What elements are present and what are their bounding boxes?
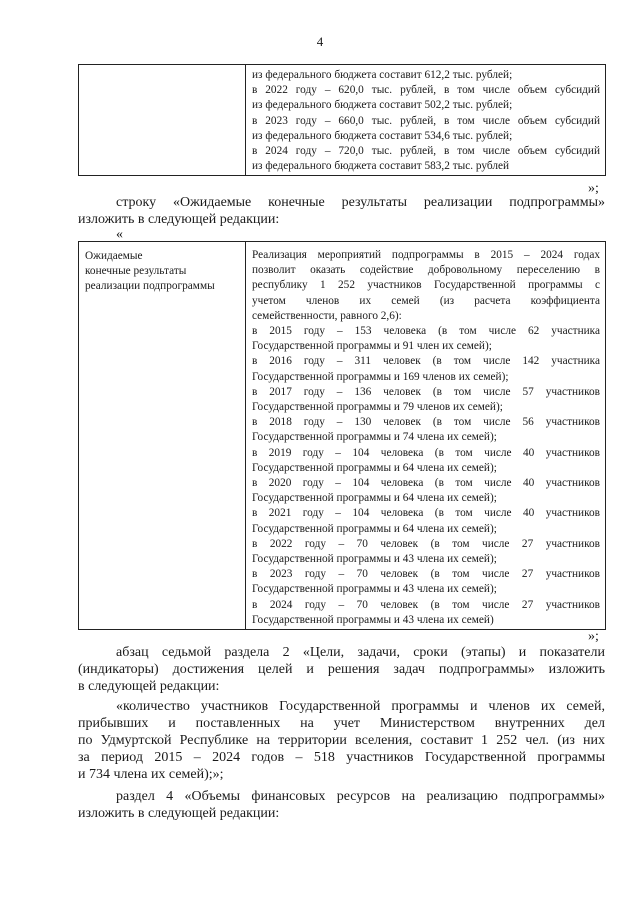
paragraph-line: абзац седьмой раздела 2 «Цели, задачи, сроки (этапы) и показатели	[116, 645, 605, 660]
table-line: Государственной программы и 43 члена их семей);	[252, 583, 497, 596]
table-line: из федерального бюджета составит 583,2 тыс. рублей	[252, 160, 510, 173]
funding-table-continuation	[78, 64, 606, 176]
paragraph-line: (индикаторы) достижения целей и решения задач подпрограммы» изложить	[78, 662, 605, 677]
label-line: Ожидаемые	[85, 250, 143, 262]
table-line: из федерального бюджета составит 612,2 тыс. рублей;	[252, 69, 513, 81]
page-number: 4	[316, 34, 324, 49]
table-line: в 2024 году – 70 человек (в том числе 27 участников	[252, 598, 600, 611]
opening-quote: «	[116, 227, 123, 242]
table-line: позволит оказать содействие добровольному переселению в	[252, 264, 600, 277]
funding-table-label-cell	[79, 65, 246, 176]
paragraph-razdel	[78, 788, 605, 822]
table-line: Государственной программы и 64 члена их семей);	[252, 461, 497, 474]
label-line: конечные результаты	[85, 265, 187, 278]
table-line: Государственной программы и 43 члена их семей);	[252, 553, 497, 566]
table-line: Государственной программы и 91 член их семей);	[252, 340, 492, 353]
table-line: в 2017 году – 136 человек (в том числе 57 участников	[252, 385, 600, 398]
table-line: Государственной программы и 64 члена их семей);	[252, 522, 497, 535]
results-table	[78, 241, 606, 630]
table-line: в 2015 году – 153 человека (в том числе 62 участника	[252, 325, 600, 338]
label-line: реализации подпрограммы	[85, 280, 215, 293]
paragraph-line: за период 2015 – 2024 годов – 518 участников Государственной программы	[78, 750, 605, 765]
table-line: в 2022 году – 620,0 тыс. рублей, в том числе объем субсидий	[252, 84, 600, 97]
paragraph-line: строку «Ожидаемые конечные результаты реализации подпрограммы»	[116, 195, 605, 210]
table-line: в 2023 году – 70 человек (в том числе 27 участников	[252, 568, 600, 581]
paragraph-line: раздел 4 «Объемы финансовых ресурсов на реализацию подпрограммы»	[116, 789, 605, 804]
table-line: в 2020 году – 104 человека (в том числе 40 участников	[252, 477, 600, 490]
table-line: из федерального бюджета составит 502,2 тыс. рублей;	[252, 99, 513, 112]
table-line: в 2024 году – 720,0 тыс. рублей, в том числе объем субсидий	[252, 145, 600, 158]
table-line: в 2018 году – 130 человек (в том числе 56 участников	[252, 416, 600, 429]
table-line: республику 1 252 участников Государственной программы с	[252, 279, 600, 292]
table-line: в 2023 году – 660,0 тыс. рублей, в том числе объем субсидий	[252, 114, 600, 127]
paragraph-line: и 734 члена их семей);»;	[78, 767, 224, 782]
results-label-cell	[79, 242, 246, 630]
paragraph-line: в следующей редакции:	[78, 679, 220, 694]
funding-table-content-cell	[246, 65, 606, 176]
intro-paragraph	[78, 194, 605, 228]
table-line: семейственности, равного 2,6):	[252, 309, 402, 322]
table-line: из федерального бюджета составит 534,6 тыс. рублей;	[252, 129, 513, 142]
paragraph-line: «количество участников Государственной программы и членов их семей,	[116, 699, 605, 714]
paragraph-abzac	[78, 644, 605, 695]
table-line: Государственной программы и 43 члена их семей)	[252, 613, 494, 626]
paragraph-line: прибывших и поставленных на учет Министерством внутренних дел	[78, 716, 605, 731]
table-line: Государственной программы и 74 члена их семей);	[252, 431, 497, 444]
paragraph-line: по Удмуртской Республике на территории вселения, составит 1 252 чел. (из них	[78, 733, 605, 748]
table-line: в 2022 году – 70 человек (в том числе 27 участников	[252, 537, 600, 550]
closing-quote: »;	[588, 629, 599, 644]
results-content-cell	[246, 242, 606, 630]
table-line: в 2019 году – 104 человека (в том числе 40 участников	[252, 446, 600, 459]
paragraph-line: изложить в следующей редакции:	[78, 212, 280, 227]
table-line: Реализация мероприятий подпрограммы в 2015 – 2024 годах	[252, 249, 600, 261]
paragraph-quote	[78, 698, 605, 783]
table-line: Государственной программы и 169 членов их семей);	[252, 370, 509, 383]
table-line: в 2021 году – 104 человека (в том числе 40 участников	[252, 507, 600, 520]
table-line: учетом членов их семей (из расчета коэффициента	[252, 294, 600, 307]
table-line: Государственной программы и 79 членов их семей);	[252, 401, 503, 414]
table-line: в 2016 году – 311 человек (в том числе 142 участника	[252, 355, 600, 368]
table-line: Государственной программы и 64 члена их семей);	[252, 492, 497, 505]
paragraph-line: изложить в следующей редакции:	[78, 806, 280, 821]
closing-quote: »;	[588, 181, 599, 196]
